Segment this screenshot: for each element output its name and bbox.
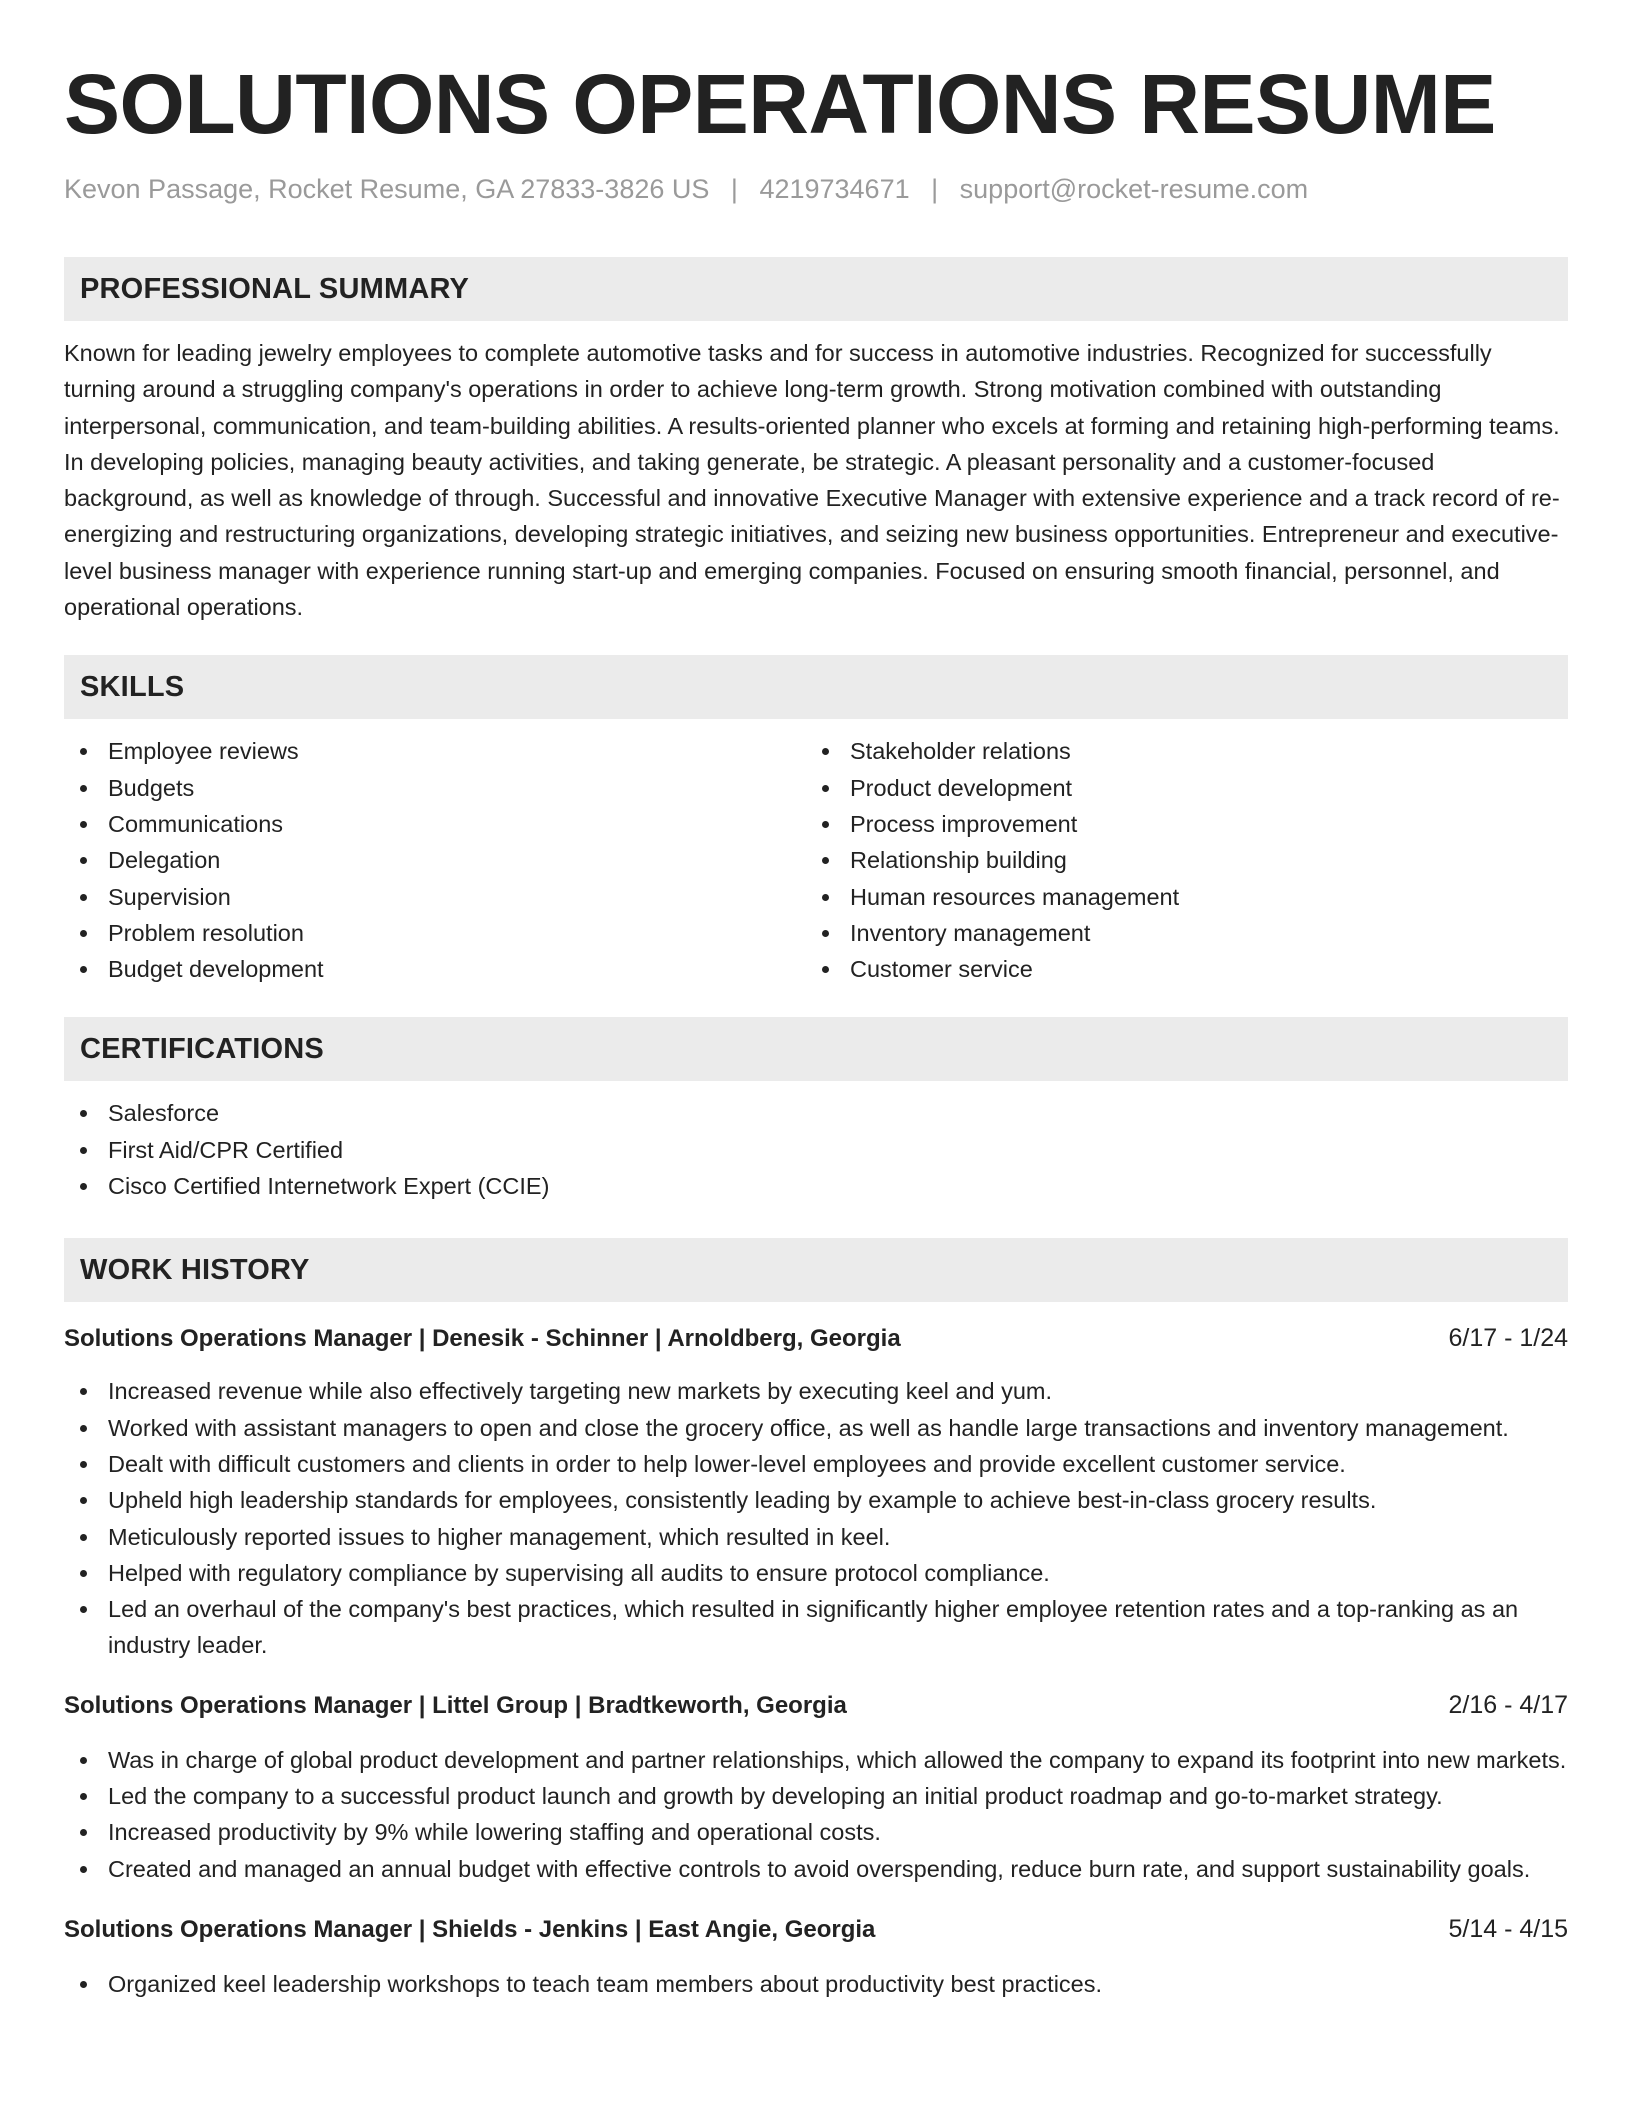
certification-item: First Aid/CPR Certified [64, 1132, 1568, 1168]
job-bullet: Created and managed an annual budget with effective controls to avoid overspending, reduce burn rate, and support sustainability goals. [64, 1851, 1568, 1887]
certifications-section-header: CERTIFICATIONS [64, 1017, 1568, 1081]
summary-section-header: PROFESSIONAL SUMMARY [64, 257, 1568, 321]
job-bullet: Increased productivity by 9% while lowering staffing and operational costs. [64, 1814, 1568, 1850]
job-dates: 2/16 - 4/17 [1448, 1690, 1568, 1719]
skills-section-header: SKILLS [64, 655, 1568, 719]
resume-title: SOLUTIONS OPERATIONS RESUME [64, 57, 1496, 151]
job-title: Solutions Operations Manager | Shields - Jenkins | East Angie, Georgia [64, 1915, 876, 1943]
skill-item: Stakeholder relations [806, 733, 1548, 769]
job-bullet: Upheld high leadership standards for employees, consistently leading by example to achieve best-in-class grocery results. [64, 1482, 1568, 1518]
skill-item: Process improvement [806, 806, 1548, 842]
skill-item: Problem resolution [64, 915, 806, 951]
job-header [64, 1320, 1568, 1357]
skill-item: Inventory management [806, 915, 1548, 951]
skill-item: Budgets [64, 770, 806, 806]
skill-item: Delegation [64, 842, 806, 878]
job-bullets [64, 1742, 1568, 1887]
work-history-section-header: WORK HISTORY [64, 1238, 1568, 1302]
certifications-list [64, 1081, 1568, 1204]
summary-text: Known for leading jewelry employees to complete automotive tasks and for success in automotive industries. Recognized for successfully turning around a struggling company's operations in order to achieve long-term growth. Strong motivation combined with outstanding interpersonal, communication, and team-building abilities. A results-oriented planner who excels at forming and retaining high-performing teams. In developing policies, managing beauty activities, and taking generate, be strategic. A pleasant personality and a customer-focused background, as well as knowledge of through. Successful and innovative Executive Manager with extensive experience and a track record of re-energizing and restructuring organizations, developing strategic initiatives, and seizing new business opportunities. Entrepreneur and executive-level business manager with experience running start-up and emerging companies. Focused on ensuring smooth financial, personnel, and operational operations. [64, 340, 1560, 621]
job-title: Solutions Operations Manager | Denesik - Schinner | Arnoldberg, Georgia [64, 1325, 901, 1353]
skill-item: Product development [806, 770, 1548, 806]
contact-phone: 4219734671 [759, 174, 910, 204]
job-bullet: Led an overhaul of the company's best practices, which resulted in significantly higher employee retention rates and a top-ranking as an industry leader. [64, 1591, 1568, 1664]
skill-item: Relationship building [806, 842, 1548, 878]
job-header [64, 1911, 1568, 1948]
job-dates: 6/17 - 1/24 [1448, 1324, 1568, 1353]
skill-item: Employee reviews [64, 733, 806, 769]
contact-email: support@rocket-resume.com [959, 174, 1309, 204]
job-bullet: Was in charge of global product development and partner relationships, which allowed the company to expand its footprint into new markets. [64, 1742, 1568, 1778]
skills-list [64, 719, 1568, 987]
skill-item: Communications [64, 806, 806, 842]
job-bullet: Led the company to a successful product launch and growth by developing an initial product roadmap and go-to-market strategy. [64, 1778, 1568, 1814]
job-bullet: Organized keel leadership workshops to teach team members about productivity best practices. [64, 1966, 1568, 2002]
contact-line [64, 172, 1568, 206]
resume-page [64, 0, 1568, 2002]
skills-column-right [806, 733, 1548, 987]
certification-item: Cisco Certified Internetwork Expert (CCIE) [64, 1168, 1568, 1204]
skill-item: Supervision [64, 879, 806, 915]
job-bullet: Increased revenue while also effectively targeting new markets by executing keel and yum. [64, 1373, 1568, 1409]
certification-item: Salesforce [64, 1095, 1568, 1131]
skill-item: Customer service [806, 951, 1548, 987]
skills-column-left [64, 733, 806, 987]
skill-item: Human resources management [806, 879, 1548, 915]
contact-address: Kevon Passage, Rocket Resume, GA 27833-3826 US [64, 174, 710, 204]
skill-item: Budget development [64, 951, 806, 987]
job-bullets [64, 1966, 1568, 2002]
job-dates: 5/14 - 4/15 [1448, 1914, 1568, 1943]
job-bullet: Worked with assistant managers to open and close the grocery office, as well as handle large transactions and inventory management. [64, 1410, 1568, 1446]
job-bullet: Meticulously reported issues to higher management, which resulted in keel. [64, 1519, 1568, 1555]
job-title: Solutions Operations Manager | Littel Group | Bradtkeworth, Georgia [64, 1691, 847, 1719]
job-header [64, 1687, 1568, 1724]
job-bullets [64, 1373, 1568, 1663]
contact-separator: | [730, 174, 738, 204]
job-bullet: Dealt with difficult customers and clients in order to help lower-level employees and provide excellent customer service. [64, 1446, 1568, 1482]
job-bullet: Helped with regulatory compliance by supervising all audits to ensure protocol compliance. [64, 1555, 1568, 1591]
contact-separator: | [931, 174, 939, 204]
